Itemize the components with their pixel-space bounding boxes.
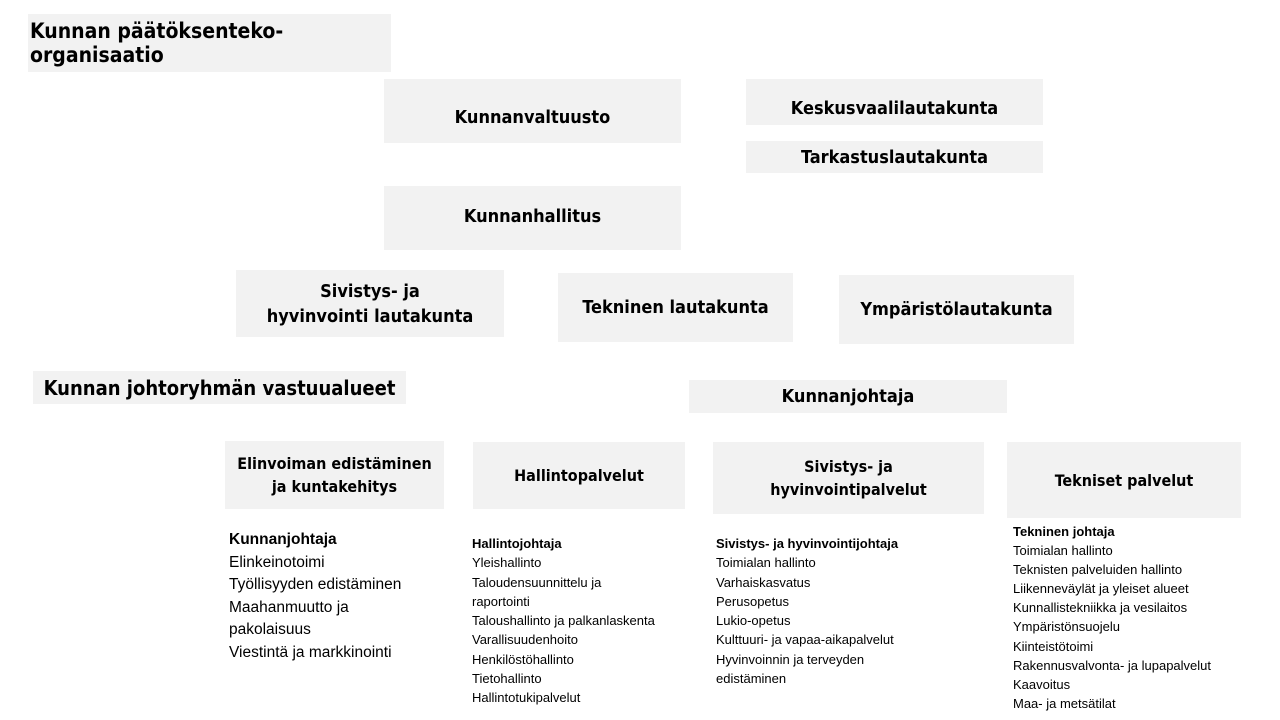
list-item: Kunnallistekniikka ja vesilaitos xyxy=(1013,600,1188,616)
committee-box-technical xyxy=(558,273,793,342)
list-item: Lukio-opetus xyxy=(716,613,791,629)
list-item: Hallintotukipalvelut xyxy=(472,690,581,706)
division-label-administration: Hallintopalvelut xyxy=(514,466,644,485)
audit-committee-box xyxy=(746,141,1043,173)
committee-label-environment: Ympäristölautakunta xyxy=(860,299,1053,320)
list-item: Kunnanjohtaja xyxy=(229,531,337,548)
division-list-technical xyxy=(1013,522,1211,713)
list-item: edistäminen xyxy=(716,671,787,687)
list-item: Kulttuuri- ja vapaa-aikapalvelut xyxy=(716,632,894,648)
division-box-technical xyxy=(1007,442,1241,518)
page-title xyxy=(28,14,391,72)
list-item: Tekninen johtaja xyxy=(1013,524,1115,539)
list-item: Taloudensuunnittelu ja xyxy=(472,574,602,590)
list-item: Liikenneväylät ja yleiset alueet xyxy=(1013,581,1189,597)
mayor-box xyxy=(689,380,1007,413)
management-title xyxy=(33,371,406,404)
list-item: Viestintä ja markkinointi xyxy=(229,643,392,661)
central-election-board-label: Keskusvaalilautakunta xyxy=(790,97,999,119)
division-list-vitality xyxy=(229,529,401,664)
list-item: Hyvinvoinnin ja terveyden xyxy=(716,651,865,667)
division-box-vitality xyxy=(225,441,444,509)
list-item: Tietohallinto xyxy=(472,671,542,687)
list-item: raportointi xyxy=(472,593,530,609)
list-item: Toimialan hallinto xyxy=(1013,543,1113,559)
list-item: Varallisuudenhoito xyxy=(472,632,578,648)
audit-committee-label: Tarkastuslautakunta xyxy=(800,146,989,168)
division-list-education-wellbeing xyxy=(716,534,898,688)
list-item: Taloushallinto ja palkanlaskenta xyxy=(472,613,655,629)
list-item: Maahanmuutto ja xyxy=(229,598,349,616)
municipal-board-label: Kunnanhallitus xyxy=(463,205,602,227)
division-label-line1: Sivistys- ja xyxy=(804,457,893,476)
list-item: Teknisten palveluiden hallinto xyxy=(1013,562,1183,578)
list-item: Elinkeinotoimi xyxy=(229,553,325,571)
list-item: Sivistys- ja hyvinvointijohtaja xyxy=(716,536,899,551)
list-item: Kiinteistötoimi xyxy=(1013,638,1094,654)
list-item: Hallintojohtaja xyxy=(472,536,562,551)
committee-box-environment xyxy=(839,275,1074,344)
list-item: pakolaisuus xyxy=(229,621,311,638)
list-item: Työllisyyden edistäminen xyxy=(229,576,402,593)
committee-label-line2: hyvinvointi lautakunta xyxy=(266,305,474,327)
council-label: Kunnanvaltuusto xyxy=(454,106,611,128)
division-label-technical: Tekniset palvelut xyxy=(1054,470,1194,490)
committee-label-technical: Tekninen lautakunta xyxy=(582,297,769,318)
list-item: Ympäristönsuojelu xyxy=(1013,619,1120,635)
division-list-administration xyxy=(472,534,655,708)
central-election-board-box xyxy=(746,79,1043,125)
municipal-board-box xyxy=(384,186,681,250)
division-label-line2: ja kuntakehitys xyxy=(271,477,398,496)
council-box xyxy=(384,79,681,143)
list-item: Yleishallinto xyxy=(472,555,542,571)
committee-box-education-wellbeing xyxy=(236,270,504,337)
mayor-label: Kunnanjohtaja xyxy=(781,386,915,407)
division-label-line1: Elinvoiman edistäminen xyxy=(237,454,432,473)
division-box-administration xyxy=(473,442,685,509)
list-item: Maa- ja metsätilat xyxy=(1013,695,1116,711)
division-label-line2: hyvinvointipalvelut xyxy=(770,480,927,499)
list-item: Perusopetus xyxy=(716,593,789,609)
list-item: Henkilöstöhallinto xyxy=(472,651,574,667)
list-item: Varhaiskasvatus xyxy=(716,574,811,590)
committee-label-line1: Sivistys- ja xyxy=(320,280,420,302)
list-item: Rakennusvalvonta- ja lupapalvelut xyxy=(1013,657,1212,673)
list-item: Kaavoitus xyxy=(1013,676,1071,692)
page-title-text: Kunnan päätöksenteko-organisaatio xyxy=(30,19,284,67)
management-title-text: Kunnan johtoryhmän vastuualueet xyxy=(43,375,396,400)
division-box-education-wellbeing xyxy=(712,441,985,515)
list-item: Toimialan hallinto xyxy=(716,555,816,571)
